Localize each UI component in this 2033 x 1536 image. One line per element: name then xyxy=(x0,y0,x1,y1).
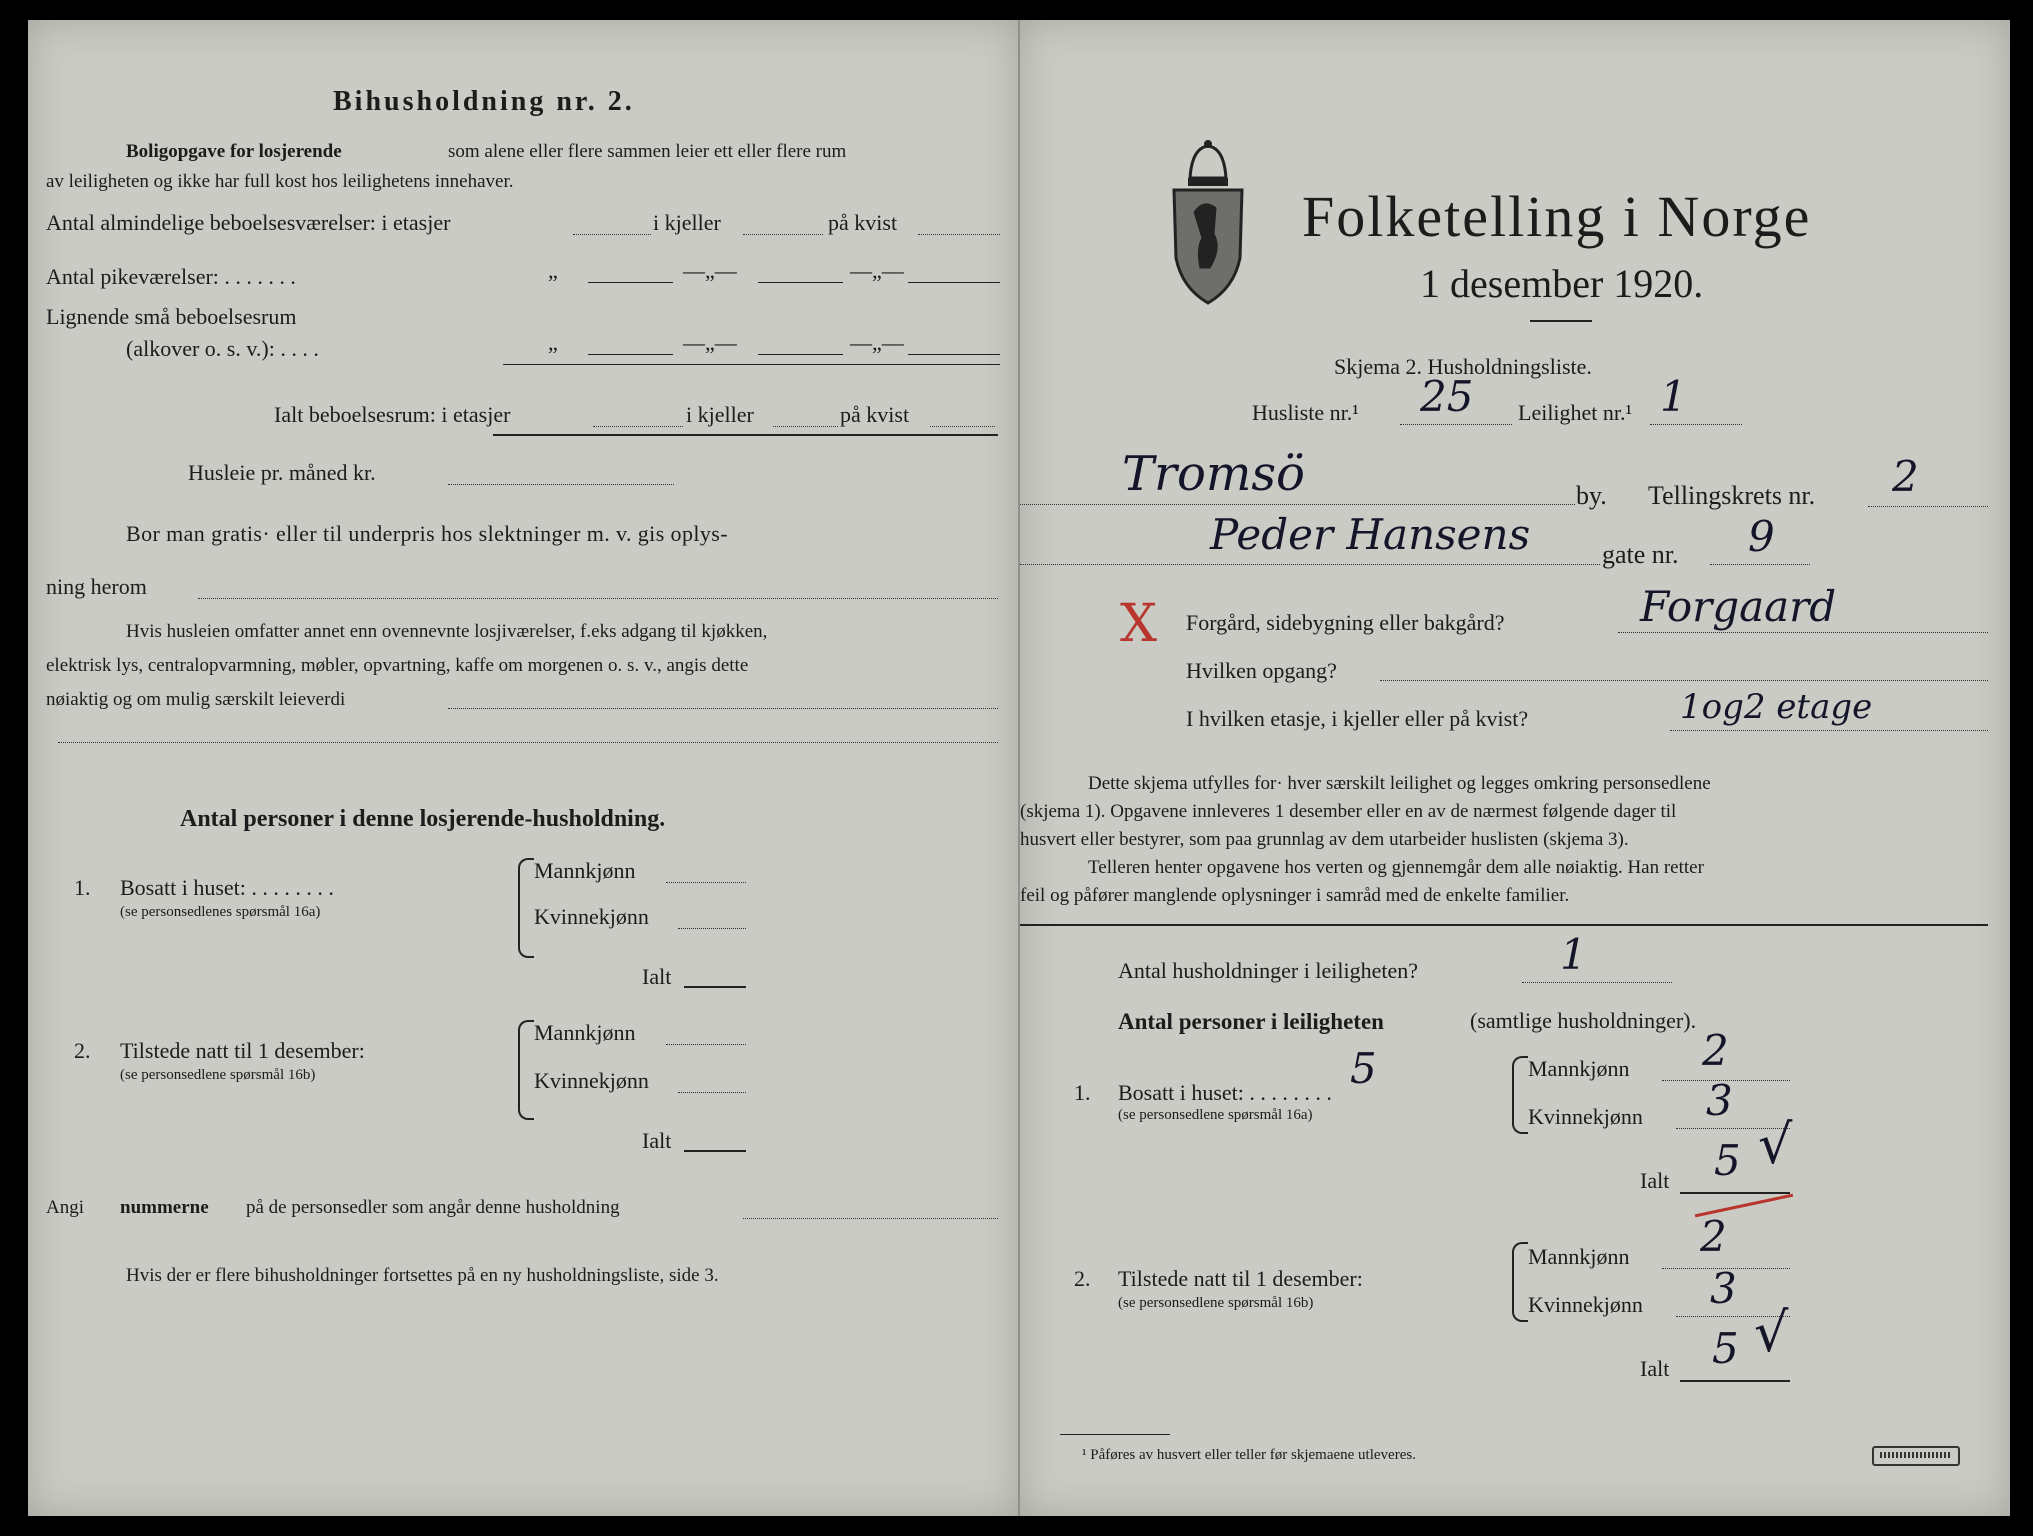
krets-value[interactable]: 2 xyxy=(1892,452,1919,501)
q1-sub: (se personsedlenes spørsmål 16a) xyxy=(120,904,321,920)
gate-label: gate nr. xyxy=(1602,540,1679,569)
small-quote-3: —„— xyxy=(850,330,904,355)
pike-quote-3: —„— xyxy=(850,258,904,283)
q2-label-right: Tilstede natt til 1 desember: xyxy=(1118,1266,1363,1291)
small-field-3[interactable] xyxy=(908,354,1000,355)
q2-male-label-right: Mannkjønn xyxy=(1528,1244,1630,1269)
rent-field[interactable] xyxy=(448,484,674,485)
q2-check-mark: √ xyxy=(1754,1301,1789,1364)
rooms-kjeller: i kjeller xyxy=(653,210,721,235)
q1-female-value[interactable]: 3 xyxy=(1706,1076,1733,1125)
gate-field xyxy=(1710,564,1810,565)
gate-value[interactable]: 9 xyxy=(1748,512,1775,561)
includes-l3: nøiaktig og om mulig særskilt leieverdi xyxy=(46,689,346,710)
husliste-label: Husliste nr.¹ xyxy=(1252,400,1359,425)
numbers-field[interactable] xyxy=(743,1218,998,1219)
intro-bold: Boligopgave for losjerende xyxy=(126,141,342,162)
persons-heading-bold: Antal personer i leiligheten xyxy=(1118,1009,1384,1034)
small-rooms-l1: Lignende små beboelsesrum xyxy=(46,304,297,329)
small-field-1[interactable] xyxy=(588,354,673,355)
note-l4: Telleren henter opgavene hos verten og gjennemgår dem alle nøiaktig. Han retter xyxy=(1088,857,1704,878)
footnote-rule xyxy=(1060,1434,1170,1435)
krets-field xyxy=(1868,506,1988,507)
q1-female-label-right: Kvinnekjønn xyxy=(1528,1104,1643,1129)
rooms-kjeller-field[interactable] xyxy=(743,234,823,235)
pike-label: Antal pikeværelser: . . . . . . . xyxy=(46,264,296,289)
right-date: 1 desember 1920. xyxy=(1420,261,1704,306)
includes-l1: Hvis husleien omfatter annet enn ovennevnte losjiværelser, f.eks adgang til kjøkken, xyxy=(126,621,768,642)
q2-total-label-right: Ialt xyxy=(1640,1356,1670,1381)
by-label: by. xyxy=(1576,481,1607,510)
q2-male-field[interactable] xyxy=(666,1044,746,1045)
rooms-kvist: på kvist xyxy=(828,210,898,235)
gratis-field[interactable] xyxy=(198,598,998,599)
q1-total-field[interactable] xyxy=(684,986,746,988)
pike-quote-1: „ xyxy=(548,258,558,283)
small-rooms-l2: (alkover o. s. v.): . . . . xyxy=(126,336,319,361)
numbers-rest: på de personsedler som angår denne husholdning xyxy=(246,1197,620,1218)
forgard-value[interactable]: Forgaard xyxy=(1640,582,1837,631)
q2-female-field[interactable] xyxy=(678,1092,746,1093)
persons-heading: Antal personer i denne losjerende-husholdning. xyxy=(180,806,666,832)
intro-line2: av leiligheten og ikke har full kost hos leilighetens innehaver. xyxy=(46,171,514,192)
q1-male-field[interactable] xyxy=(666,882,746,883)
husliste-value[interactable]: 25 xyxy=(1420,372,1474,421)
q2-male-value[interactable]: 2 xyxy=(1700,1212,1727,1261)
krets-label: Tellingskrets nr. xyxy=(1648,481,1816,510)
q1-total-field-right xyxy=(1680,1192,1790,1194)
q1-male-value[interactable]: 2 xyxy=(1702,1026,1729,1075)
city-field xyxy=(1020,504,1575,505)
leilighet-field xyxy=(1650,424,1742,425)
q1-female-label: Kvinnekjønn xyxy=(534,904,649,929)
q2-total-label: Ialt xyxy=(642,1128,672,1153)
households-field xyxy=(1522,982,1672,983)
q2-male-label: Mannkjønn xyxy=(534,1020,636,1045)
coat-of-arms-icon xyxy=(1170,138,1246,308)
continue-note: Hvis der er flere bihusholdninger fortsettes på en ny husholdningsliste, side 3. xyxy=(126,1265,719,1286)
title-rule xyxy=(1530,320,1592,322)
q1-brace xyxy=(518,858,534,958)
city-value[interactable]: Tromsö xyxy=(1122,446,1305,502)
rent-label: Husleie pr. måned kr. xyxy=(188,460,376,485)
q1-label-right: Bosatt i huset: . . . . . . . . xyxy=(1118,1080,1332,1105)
households-value[interactable]: 1 xyxy=(1560,930,1587,979)
q1-brace-right xyxy=(1512,1056,1528,1134)
includes-field[interactable] xyxy=(448,708,998,709)
red-x-mark: X xyxy=(1120,594,1158,654)
etasje-value[interactable]: 1og2 etage xyxy=(1680,687,1873,727)
opgang-field[interactable] xyxy=(1380,680,1988,681)
q2-female-value[interactable]: 3 xyxy=(1710,1264,1737,1313)
rooms-label: Antal almindelige beboelsesværelser: i etasjer xyxy=(46,210,451,235)
ialt-etasjer-field[interactable] xyxy=(593,426,683,427)
q1-sub-right: (se personsedlene spørsmål 16a) xyxy=(1118,1107,1313,1123)
etasje-label: I hvilken etasje, i kjeller eller på kvist? xyxy=(1186,706,1529,731)
opgang-label: Hvilken opgang? xyxy=(1186,658,1337,683)
forgard-label: Forgård, sidebygning eller bakgård? xyxy=(1186,610,1505,635)
numbers-pre: Angi xyxy=(46,1197,84,1218)
schema-label: Skjema 2. Husholdningsliste. xyxy=(1334,354,1592,379)
q2-sub: (se personsedlene spørsmål 16b) xyxy=(120,1067,316,1083)
q1-female-field[interactable] xyxy=(678,928,746,929)
left-page xyxy=(28,20,1018,1516)
small-quote-1: „ xyxy=(548,330,558,355)
q2-female-label-right: Kvinnekjønn xyxy=(1528,1292,1643,1317)
q1-check-mark: √ xyxy=(1758,1113,1793,1176)
right-page xyxy=(1020,20,2010,1516)
section-rule xyxy=(1020,924,1988,926)
q2-sub-right: (se personsedlene spørsmål 16b) xyxy=(1118,1295,1314,1311)
ialt-rooms-underline xyxy=(493,434,998,436)
includes-l2: elektrisk lys, centralopvarmning, møbler, opvartning, kaffe om morgenen o. s. v., angis dette xyxy=(46,655,749,676)
q1-num-right: 1. xyxy=(1074,1080,1091,1105)
leilighet-value[interactable]: 1 xyxy=(1660,372,1687,421)
persons-heading-rest: (samtlige husholdninger). xyxy=(1470,1008,1697,1033)
q2-brace-right xyxy=(1512,1242,1528,1322)
q2-total-value[interactable]: 5 xyxy=(1712,1324,1739,1373)
small-field-2[interactable] xyxy=(758,354,843,355)
leilighet-label: Leilighet nr.¹ xyxy=(1518,400,1633,425)
pike-field-1[interactable] xyxy=(588,282,673,283)
pike-quote-2: —„— xyxy=(683,258,737,283)
q1-label: Bosatt i huset: . . . . . . . . xyxy=(120,875,334,900)
pike-field-3[interactable] xyxy=(908,282,1000,283)
rooms-kvist-field[interactable] xyxy=(918,234,1000,235)
small-rooms-underline xyxy=(503,364,1000,365)
rooms-etasjer-field[interactable] xyxy=(573,234,651,235)
q2-num-right: 2. xyxy=(1074,1266,1091,1291)
note-l2: (skjema 1). Opgavene innleveres 1 desember eller en av de nærmest følgende dager til xyxy=(1020,801,1677,822)
gratis-l2: ning herom xyxy=(46,574,147,599)
ialt-kjeller-field[interactable] xyxy=(773,426,838,427)
right-title: Folketelling i Norge xyxy=(1302,184,1812,249)
q1-num: 1. xyxy=(74,875,91,900)
q2-female-label: Kvinnekjønn xyxy=(534,1068,649,1093)
intro-rest: som alene eller flere sammen leier ett eller flere rum xyxy=(448,141,847,162)
q2-brace xyxy=(518,1020,534,1120)
q2-total-field[interactable] xyxy=(684,1150,746,1152)
q1-male-label-right: Mannkjønn xyxy=(1528,1056,1630,1081)
footnote: ¹ Påføres av husvert eller teller før skjemaene utleveres. xyxy=(1082,1447,1416,1463)
q2-num: 2. xyxy=(74,1038,91,1063)
q1-total-value[interactable]: 5 xyxy=(1714,1136,1741,1185)
etasje-field xyxy=(1670,730,1988,731)
ialt-kjeller: i kjeller xyxy=(686,402,754,427)
q1-total-label: Ialt xyxy=(642,964,672,989)
includes-field-2[interactable] xyxy=(58,742,998,743)
printer-stamp-icon xyxy=(1872,1446,1960,1466)
q1-male-label: Mannkjønn xyxy=(534,858,636,883)
note-l1: Dette skjema utfylles for· hver særskilt leilighet og legges omkring personsedlene xyxy=(1088,773,1711,794)
small-quote-2: —„— xyxy=(683,330,737,355)
q2-label: Tilstede natt til 1 desember: xyxy=(120,1038,365,1063)
gratis-l1: Bor man gratis· eller til underpris hos slektninger m. v. gis oplys- xyxy=(126,521,728,546)
ialt-kvist-field[interactable] xyxy=(930,426,995,427)
q1-total-label-right: Ialt xyxy=(1640,1168,1670,1193)
households-label: Antal husholdninger i leiligheten? xyxy=(1118,958,1418,983)
forgard-field xyxy=(1618,632,1988,633)
q1-hand-value[interactable]: 5 xyxy=(1350,1044,1377,1093)
left-title: Bihusholdning nr. 2. xyxy=(333,86,635,117)
note-l3: husvert eller bestyrer, som paa grunnlag av dem utarbeider huslisten (skjema 3). xyxy=(1020,829,1629,850)
ialt-kvist: på kvist xyxy=(840,402,910,427)
husliste-field xyxy=(1400,424,1512,425)
street-value[interactable]: Peder Hansens xyxy=(1210,510,1531,559)
note-l5: feil og påfører manglende oplysninger i samråd med de enkelte familier. xyxy=(1020,885,1570,906)
ialt-rooms-label: Ialt beboelsesrum: i etasjer xyxy=(274,402,511,427)
q2-total-field-right xyxy=(1680,1380,1790,1382)
street-field xyxy=(1020,564,1600,565)
pike-field-2[interactable] xyxy=(758,282,843,283)
numbers-bold: nummerne xyxy=(120,1197,209,1218)
